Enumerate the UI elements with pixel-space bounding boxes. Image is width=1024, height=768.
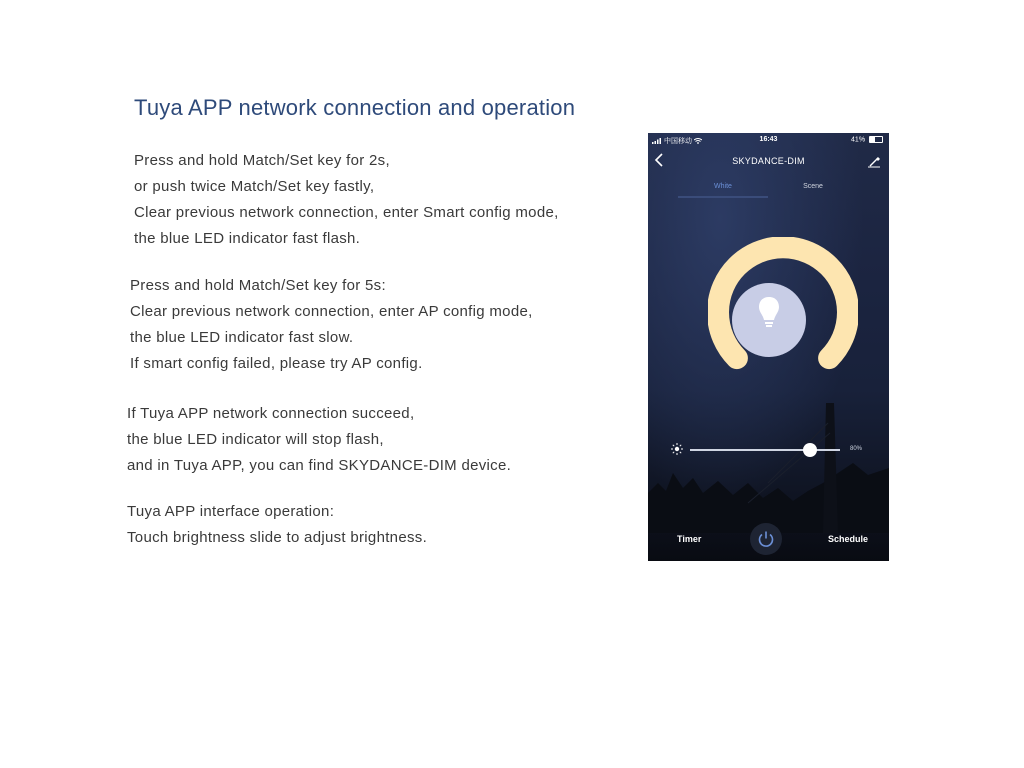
bulb-icon: [758, 295, 780, 331]
paragraph-smart-config: [134, 148, 559, 252]
text-line: Press and hold Match/Set key for 5s:: [130, 277, 386, 294]
text-line: Tuya APP interface operation:: [127, 503, 335, 520]
bottom-bar: [648, 523, 889, 557]
slider-track[interactable]: [690, 449, 840, 451]
text-line: Touch brightness slide to adjust brightness.: [127, 529, 428, 546]
slider-knob[interactable]: [803, 443, 817, 457]
active-tab-indicator: [678, 196, 768, 198]
text-line: or push twice Match/Set key fastly,: [134, 178, 375, 195]
text-line: the blue LED indicator fast slow.: [130, 329, 354, 346]
text-line: the blue LED indicator will stop flash,: [127, 431, 384, 448]
timer-button[interactable]: Timer: [677, 534, 702, 544]
status-right: [851, 136, 883, 143]
app-screenshot: [648, 133, 889, 561]
tab-white[interactable]: White: [714, 183, 732, 190]
power-button[interactable]: [750, 523, 782, 555]
text-line: and in Tuya APP, you can find SKYDANCE-DIM device.: [127, 457, 512, 474]
carrier-label: 中国移动: [663, 138, 692, 145]
battery-percent: 41%: [851, 136, 866, 144]
mode-tabs: [648, 183, 889, 199]
status-bar: [648, 133, 889, 147]
battery-fill: [870, 137, 875, 142]
power-icon: [757, 530, 775, 548]
app-header: [648, 153, 889, 171]
text-line: Clear previous network connection, enter AP config mode,: [130, 303, 533, 320]
paragraph-interface-operation: [127, 499, 427, 551]
page-title: Tuya APP network connection and operation: [134, 95, 576, 120]
brightness-slider[interactable]: [648, 439, 889, 459]
status-time: 16:43: [759, 136, 778, 143]
text-line: Press and hold Match/Set key for 2s,: [134, 152, 390, 169]
sun-icon: [671, 443, 683, 455]
text-line: Clear previous network connection, enter Smart config mode,: [134, 204, 559, 221]
paragraph-connection-success: [127, 401, 511, 479]
text-line: the blue LED indicator fast flash.: [134, 230, 361, 247]
tab-scene[interactable]: Scene: [803, 183, 823, 190]
brightness-percent: 80%: [850, 446, 863, 452]
text-line: If Tuya APP network connection succeed,: [127, 405, 415, 422]
text-line: If smart config failed, please try AP config.: [130, 355, 423, 372]
schedule-button[interactable]: Schedule: [828, 534, 869, 544]
paragraph-ap-config: [130, 273, 533, 377]
device-name: SKYDANCE-DIM: [732, 156, 805, 166]
edit-icon[interactable]: [867, 155, 881, 173]
battery-icon: [869, 136, 883, 143]
